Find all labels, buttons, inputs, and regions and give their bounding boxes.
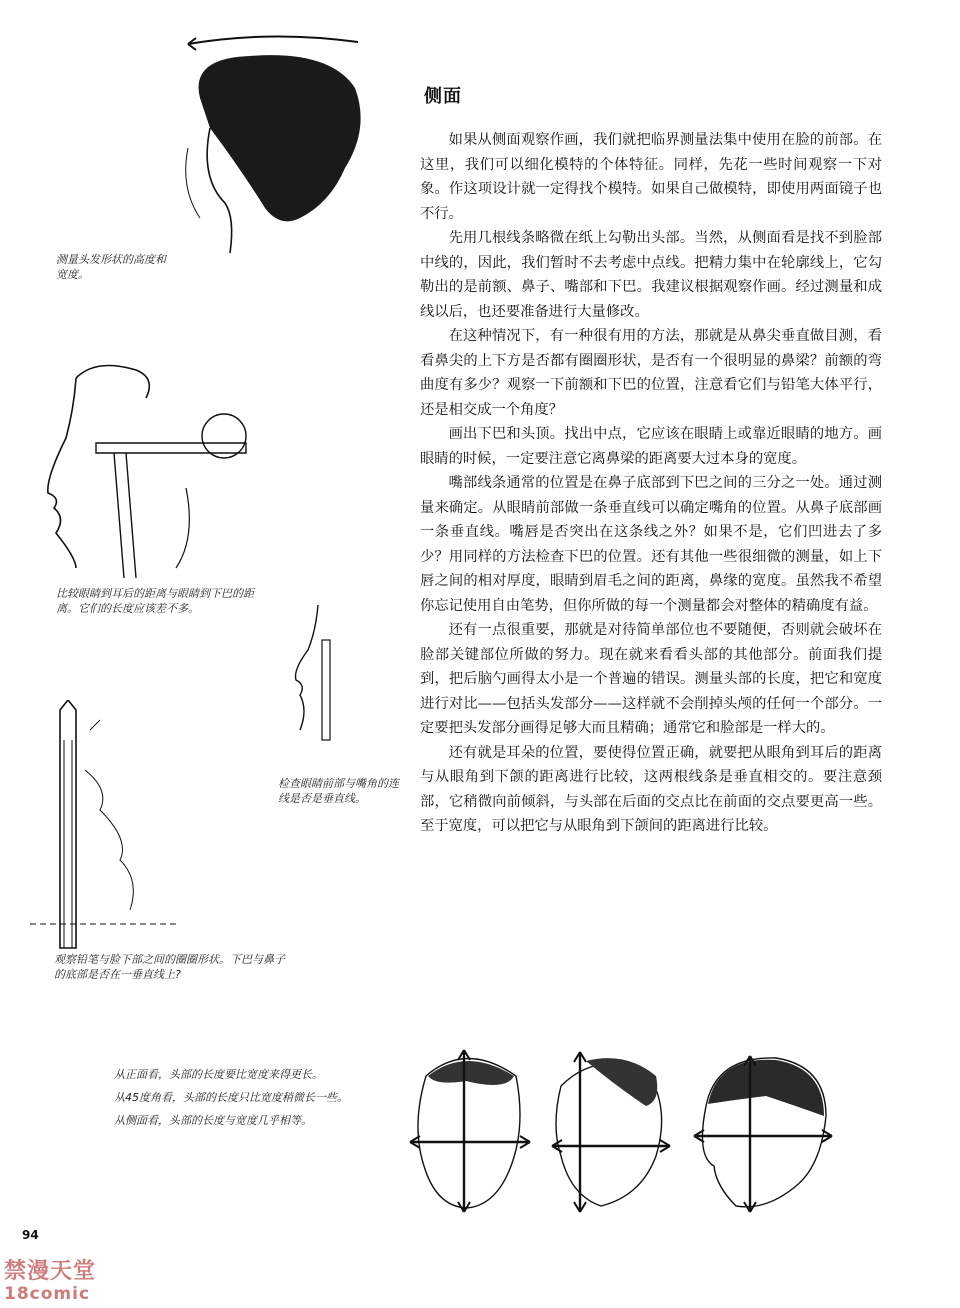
caption-front-view: 从正面看，头部的长度要比宽度来得更长。 [114, 1068, 323, 1081]
eye-mouth-sketch [288, 600, 348, 750]
caption-pencil: 观察铅笔与脸下部之间的圈圈形状。下巴与鼻子的底部是否在一垂直线上? [54, 953, 285, 981]
caption-hair: 测量头发形状的高度和宽度。 [56, 253, 166, 281]
caption-eye-mouth: 检查眼睛前部与嘴角的连线是否是垂直线。 [278, 777, 399, 805]
paragraph: 在这种情况下，有一种很有用的方法，那就是从鼻尖垂直做目测，看看鼻尖的上下方是否都有圈圈形状，是否有一个很明显的鼻梁？前额的弯曲度有多少？观察一下前额和下巴的位置，注意看它们与铅笔大体平行，还是相交成一个角度？ [420, 328, 882, 418]
paragraph: 嘴部线条通常的位置是在鼻子底部到下巴之间的三分之一处。通过测量来确定。从眼睛前部做一条垂直线可以确定嘴角的位置。从鼻子底部画一条垂直线。嘴唇是否突出在这条线之外？如果不是，它们凹进去了多少？用同样的方法检查下巴的位置。还有其他一些很细微的测量，如上下唇之间的相对厚度，眼睛到眉毛之间的距离，鼻缘的宽度。虽然我不希望你忘记使用自由笔势，但你所做的每一个测量都会对整体的精确度有益。 [420, 475, 882, 614]
caption-45-view: 从45度角看，头部的长度只比宽度稍微长一些。 [114, 1091, 348, 1104]
pencil-chin-sketch [30, 700, 190, 950]
paragraph: 还有一点很重要，那就是对待简单部位也不要随便，否则就会破坏在脸部关键部位所做的努力。现在就来看看头部的其他部分。前面我们提到，把后脑勺画得太小是一个普遍的错误。测量头部的长度，把它和宽度进行对比——包括头发部分——这样就不会削掉头颅的任何一个部分。一定要把头发部分画得足够大而且精确；通常它和脸部是一样大的。 [420, 622, 882, 736]
front-view-head-sketch [406, 1046, 536, 1216]
article-body [420, 128, 882, 839]
three-quarter-view-head-sketch [546, 1046, 676, 1216]
caption-eye-ear: 比较眼睛到耳后的距离与眼睛到下巴的距离。它们的长度应该差不多。 [56, 587, 254, 615]
watermark [4, 1260, 114, 1306]
caption-side-view: 从侧面看，头部的长度与宽度几乎相等。 [114, 1114, 312, 1127]
proportion-captions [114, 1068, 364, 1137]
hair-measure-sketch [170, 28, 370, 258]
paragraph: 还有就是耳朵的位置，要使得位置正确，就要把从眼角到耳后的距离与从眼角到下颌的距离进行比较，这两根线条是垂直相交的。要注意颈部，它稍微向前倾斜，与头部在后面的交点比在前面的交点要更高一些。至于宽度，可以把它与从眼角到下颌间的距离进行比较。 [420, 744, 882, 834]
watermark-line1: 禁漫天堂 [4, 1259, 97, 1284]
watermark-line2: 18comic [4, 1284, 91, 1304]
page-number: 94 [22, 1228, 39, 1242]
side-view-head-sketch [686, 1046, 836, 1216]
paragraph: 如果从侧面观察作画，我们就把临界测量法集中使用在脸的前部。在这里，我们可以细化模特的个体特征。同样，先花一些时间观察一下对象。作这项设计就一定得找个模特。如果自己做模特，即使用两面镜子也不行。 [420, 132, 882, 222]
page-title: 侧面 [424, 86, 462, 107]
paragraph: 先用几根线条略微在纸上勾勒出头部。当然，从侧面看是找不到脸部中线的，因此，我们暂时不去考虑中点线。把精力集中在轮廓线上，它勾勒出的是前额、鼻子、嘴部和下巴。我建议根据观察作画。经过测量和成线以后，也还要准备进行大量修改。 [420, 230, 882, 320]
paragraph: 画出下巴和头顶。找出中点，它应该在眼睛上或靠近眼睛的地方。画眼睛的时候，一定要注意它离鼻梁的距离要大过本身的宽度。 [420, 426, 882, 467]
profile-pencil-sketch [36, 358, 266, 588]
